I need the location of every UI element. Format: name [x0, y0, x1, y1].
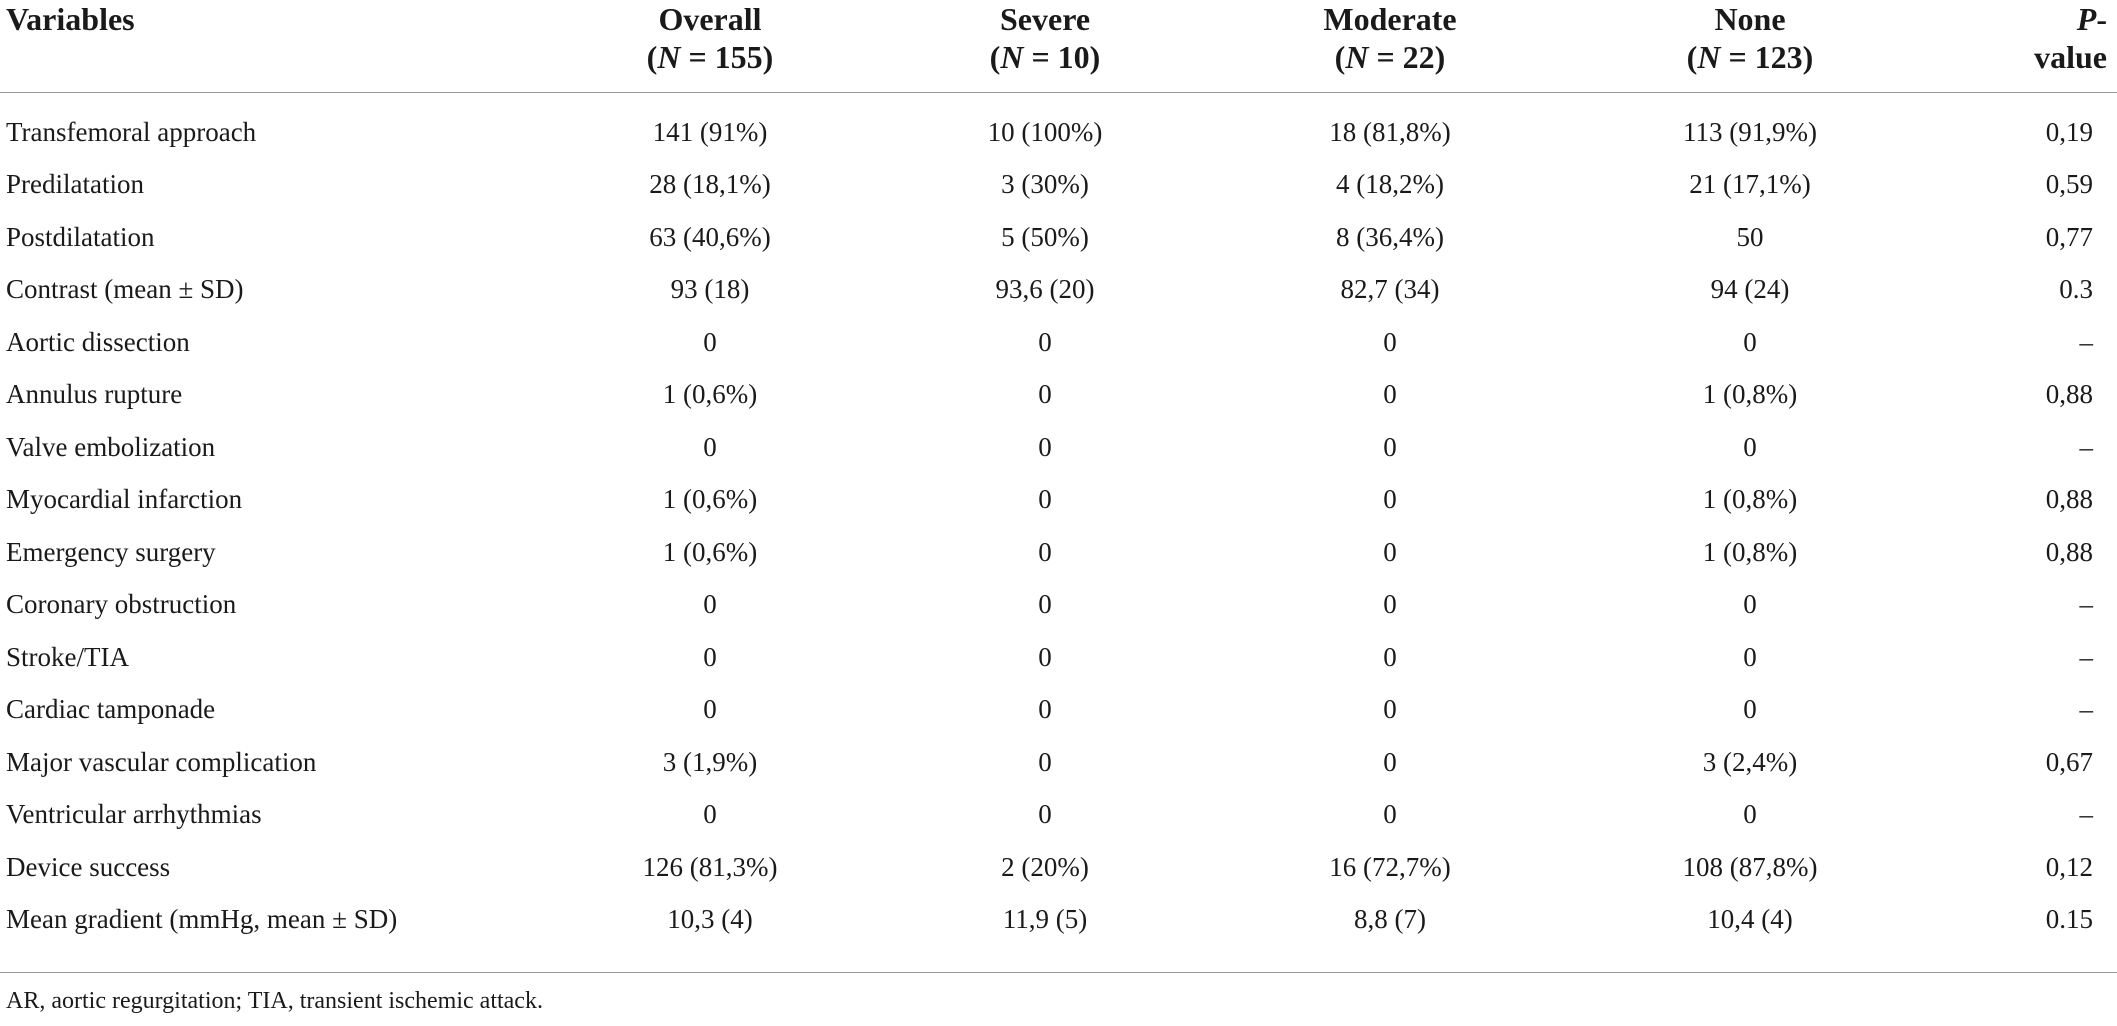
- cell-severe: 3 (30%): [1001, 169, 1089, 200]
- cell-p-value: 0,12: [2045, 851, 2093, 882]
- cell-none: 0: [1743, 589, 1757, 620]
- cell-severe: 0: [1038, 379, 1052, 410]
- cell-variable: Cardiac tamponade: [6, 694, 216, 725]
- table-row: [0, 474, 2117, 527]
- cell-overall: 1 (0,6%): [662, 536, 758, 567]
- table-bottom-rule: [0, 972, 2117, 973]
- table-row: [0, 264, 2117, 317]
- cell-moderate: 0: [1383, 536, 1397, 567]
- cell-overall: 0: [703, 431, 717, 462]
- cell-none: 113 (91,9%): [1683, 117, 1817, 148]
- cell-none: 108 (87,8%): [1682, 851, 1818, 882]
- cell-none: 1 (0,8%): [1702, 484, 1798, 515]
- cell-none: 0: [1743, 694, 1757, 725]
- cell-overall: 1 (0,6%): [662, 484, 758, 515]
- table-footnote: AR, aortic regurgitation; TIA, transient ischemic attack.: [6, 988, 543, 1014]
- cell-p-value: –: [2079, 694, 2093, 725]
- table-row: [0, 369, 2117, 422]
- header-p-value: P- value: [1950, 0, 2117, 93]
- cell-p-value: –: [2079, 589, 2093, 620]
- cell-moderate: 0: [1383, 746, 1397, 777]
- cell-none: 0: [1743, 431, 1757, 462]
- cell-variable: Coronary obstruction: [6, 589, 237, 620]
- cell-severe: 0: [1038, 589, 1052, 620]
- cell-severe: 93,6 (20): [995, 274, 1095, 305]
- cell-p-value: 0,77: [2045, 221, 2093, 252]
- cell-p-value: 0.15: [2045, 904, 2093, 934]
- cell-p-value: 0,19: [2045, 117, 2093, 148]
- cell-severe: 0: [1038, 326, 1052, 357]
- cell-overall: 126 (81,3%): [642, 851, 778, 882]
- cell-moderate: 8 (36,4%): [1336, 221, 1444, 252]
- cell-p-value: 0,59: [2045, 169, 2093, 200]
- cell-variable: Contrast (mean ± SD): [6, 274, 244, 305]
- cell-overall: 1 (0,6%): [662, 379, 758, 410]
- cell-none: 1 (0,8%): [1702, 379, 1798, 410]
- cell-moderate: 18 (81,8%): [1329, 117, 1451, 148]
- cell-moderate: 0: [1383, 484, 1397, 515]
- header-moderate: Moderate (N = 22): [1230, 0, 1550, 93]
- cell-variable: Predilatation: [6, 169, 144, 200]
- header-none: None (N = 123): [1550, 0, 1950, 93]
- cell-severe: 0: [1038, 746, 1052, 777]
- table-row: [0, 316, 2117, 369]
- cell-variable: Emergency surgery: [6, 536, 216, 567]
- header-row: [0, 0, 2117, 93]
- table-row: [0, 631, 2117, 684]
- cell-overall: 0: [703, 589, 717, 620]
- cell-severe: 10 (100%): [987, 117, 1103, 148]
- cell-variable: Major vascular complication: [6, 746, 317, 777]
- cell-severe: 0: [1038, 641, 1052, 672]
- cell-moderate: 0: [1383, 641, 1397, 672]
- cell-none: 50: [1736, 221, 1764, 252]
- table-row: [0, 736, 2117, 789]
- table-row: [0, 211, 2117, 264]
- cell-severe: 11,9 (5): [1002, 904, 1088, 934]
- cell-p-value: –: [2079, 799, 2093, 830]
- cell-variable: Device success: [6, 851, 171, 882]
- cell-p-value: 0,88: [2045, 536, 2093, 567]
- cell-moderate: 0: [1383, 694, 1397, 725]
- cell-overall: 0: [703, 799, 717, 830]
- cell-moderate: 0: [1383, 799, 1397, 830]
- table-row: [0, 159, 2117, 212]
- cell-moderate: 0: [1383, 589, 1397, 620]
- cell-p-value: 0,67: [2045, 746, 2093, 777]
- cell-none: 0: [1743, 799, 1757, 830]
- table-row: [0, 789, 2117, 842]
- table-row: [0, 684, 2117, 737]
- cell-p-value: 0.3: [2059, 274, 2093, 305]
- cell-overall: 10,3 (4): [667, 904, 753, 934]
- cell-variable: Mean gradient (mmHg, mean ± SD): [6, 904, 398, 934]
- cell-variable: Stroke/TIA: [6, 641, 129, 672]
- cell-variable: Annulus rupture: [6, 379, 183, 410]
- cell-none: 0: [1743, 326, 1757, 357]
- table-row: [0, 421, 2117, 474]
- cell-severe: 0: [1038, 694, 1052, 725]
- header-variables: Variables: [0, 0, 560, 93]
- cell-moderate: 16 (72,7%): [1329, 851, 1451, 882]
- cell-severe: 0: [1038, 799, 1052, 830]
- cell-overall: 63 (40,6%): [649, 221, 771, 252]
- cell-moderate: 4 (18,2%): [1336, 169, 1444, 200]
- cell-variable: Ventricular arrhythmias: [6, 799, 262, 830]
- cell-moderate: 82,7 (34): [1340, 274, 1440, 305]
- cell-variable: Aortic dissection: [6, 326, 190, 357]
- table-row: [0, 894, 2117, 960]
- cell-variable: Myocardial infarction: [6, 484, 243, 515]
- header-overall: Overall (N = 155): [560, 0, 860, 93]
- cell-variable: Postdilatation: [6, 221, 155, 252]
- cell-overall: 0: [703, 326, 717, 357]
- cell-severe: 5 (50%): [1001, 221, 1089, 252]
- cell-p-value: 0,88: [2045, 484, 2093, 515]
- table-row: [0, 93, 2117, 159]
- cell-overall: 141 (91%): [652, 117, 768, 148]
- cell-moderate: 0: [1383, 379, 1397, 410]
- cell-overall: 3 (1,9%): [662, 746, 758, 777]
- cell-severe: 0: [1038, 431, 1052, 462]
- table-header: [0, 0, 2117, 93]
- cell-none: 10,4 (4): [1707, 904, 1793, 934]
- cell-none: 94 (24): [1710, 274, 1790, 305]
- cell-p-value: –: [2079, 431, 2093, 462]
- table-row: [0, 841, 2117, 894]
- cell-none: 0: [1743, 641, 1757, 672]
- cell-p-value: 0,88: [2045, 379, 2093, 410]
- cell-moderate: 0: [1383, 431, 1397, 462]
- cell-none: 21 (17,1%): [1689, 169, 1811, 200]
- cell-variable: Transfemoral approach: [6, 117, 257, 148]
- cell-moderate: 8,8 (7): [1354, 904, 1426, 934]
- table-row: [0, 526, 2117, 579]
- table-body: [0, 93, 2117, 960]
- cell-none: 1 (0,8%): [1702, 536, 1798, 567]
- header-severe: Severe (N = 10): [860, 0, 1230, 93]
- table-row: [0, 579, 2117, 632]
- cell-moderate: 0: [1383, 326, 1397, 357]
- cell-none: 3 (2,4%): [1702, 746, 1798, 777]
- cell-p-value: –: [2079, 641, 2093, 672]
- cell-overall: 0: [703, 694, 717, 725]
- cell-overall: 28 (18,1%): [649, 169, 771, 200]
- cell-overall: 0: [703, 641, 717, 672]
- cell-severe: 0: [1038, 484, 1052, 515]
- cell-overall: 93 (18): [670, 274, 750, 305]
- cell-p-value: –: [2079, 326, 2093, 357]
- cell-variable: Valve embolization: [6, 431, 216, 462]
- cell-severe: 0: [1038, 536, 1052, 567]
- cell-severe: 2 (20%): [1001, 851, 1089, 882]
